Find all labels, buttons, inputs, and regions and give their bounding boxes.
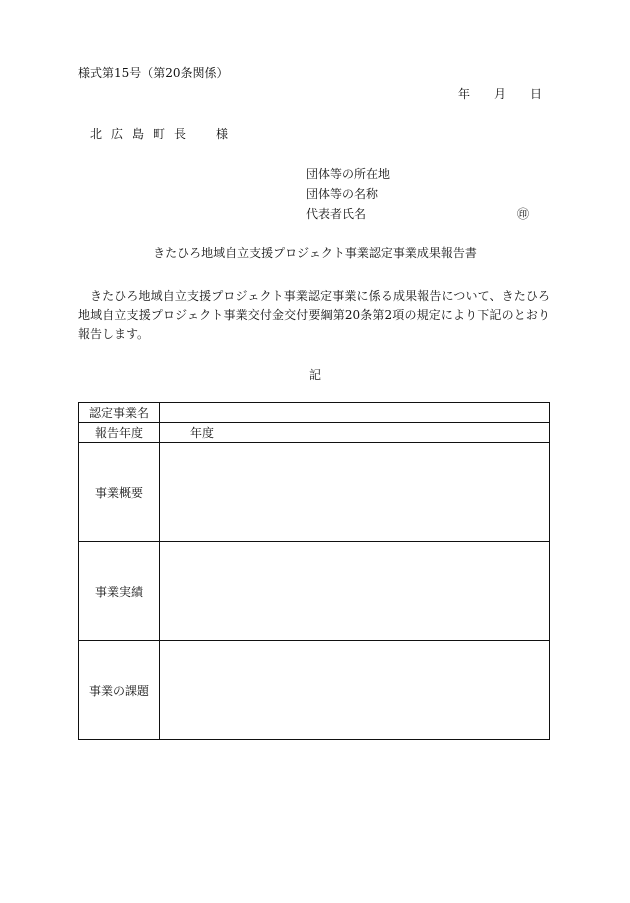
sender-block xyxy=(306,167,530,228)
field-project-name[interactable] xyxy=(160,403,550,423)
sender-representative-label: 代表者氏名 xyxy=(306,207,367,221)
form-number: 様式第15号（第20条関係） xyxy=(78,66,229,80)
row-label-issues: 事業の課題 xyxy=(79,641,160,740)
row-label-project-name: 認定事業名 xyxy=(79,403,160,423)
row-label-overview: 事業概要 xyxy=(79,443,160,542)
date-month: 月 xyxy=(494,87,507,101)
table-row xyxy=(79,443,550,542)
field-report-year[interactable] xyxy=(160,423,550,443)
field-issues[interactable] xyxy=(160,641,550,740)
ki-heading: 記 xyxy=(308,368,321,382)
date-day: 日 xyxy=(530,87,543,101)
field-results[interactable] xyxy=(160,542,550,641)
row-label-report-year: 報告年度 xyxy=(79,423,160,443)
field-overview[interactable] xyxy=(160,443,550,542)
addressee: 北広島町長 様 xyxy=(90,127,238,141)
report-table xyxy=(78,402,550,740)
table-row xyxy=(79,403,550,423)
table-row xyxy=(79,542,550,641)
sender-name-label: 団体等の名称 xyxy=(306,187,379,201)
row-label-results: 事業実績 xyxy=(79,542,160,641)
year-unit: 年度 xyxy=(190,426,215,440)
table-row xyxy=(79,423,550,443)
sender-address-label: 団体等の所在地 xyxy=(306,167,391,181)
table-row xyxy=(79,641,550,740)
document-title: きたひろ地域自立支援プロジェクト事業認定事業成果報告書 xyxy=(153,246,477,260)
body-paragraph: きたひろ地域自立支援プロジェクト事業認定事業に係る成果報告について、きたひろ地域自立支援プロジェクト事業交付金交付要綱第20条第2項の規定により下記のとおり報告します。 xyxy=(78,289,550,341)
date-year: 年 xyxy=(458,87,471,101)
date-line xyxy=(458,88,542,100)
seal-mark: ㊞ xyxy=(517,207,530,221)
